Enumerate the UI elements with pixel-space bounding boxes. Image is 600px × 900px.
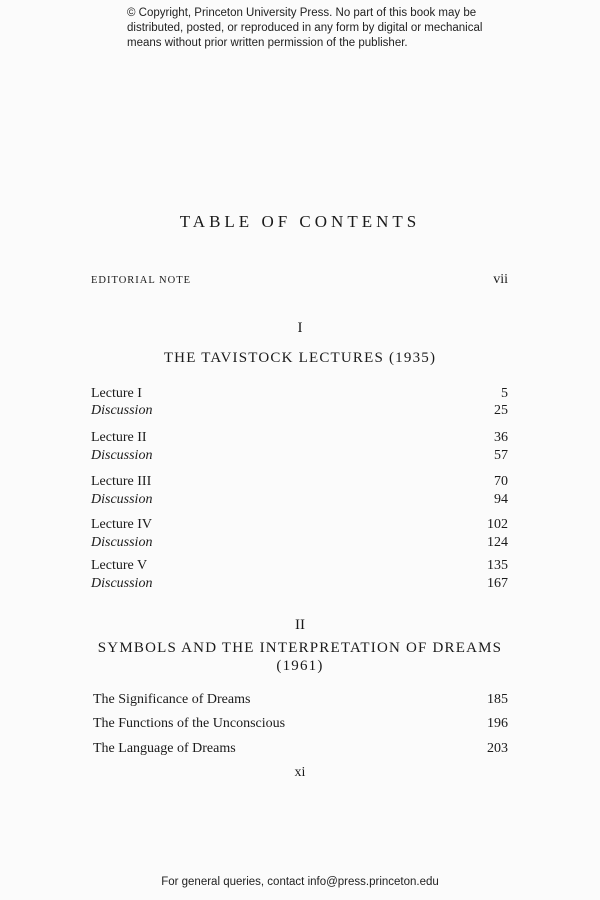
toc-entry-editorial-note xyxy=(91,272,508,288)
toc-entry xyxy=(93,692,508,708)
copyright-notice xyxy=(127,6,482,51)
part-title: SYMBOLS AND THE INTERPRETATION OF DREAMS xyxy=(97,640,503,656)
entry-page: 25 xyxy=(494,403,508,418)
entry-label: Discussion xyxy=(91,448,153,463)
copyright-line: means without prior written permission of the publisher. xyxy=(127,37,408,49)
entry-label: Lecture III xyxy=(91,474,152,489)
entry-label: Discussion xyxy=(91,535,153,550)
page-number: xi xyxy=(294,765,306,780)
entry-page: 196 xyxy=(487,716,508,731)
copyright-line: distributed, posted, or reproduced in any form by digital or mechanical xyxy=(127,22,483,34)
toc-entry xyxy=(91,576,508,592)
entry-page: 203 xyxy=(487,741,508,756)
entry-page: vii xyxy=(493,272,508,287)
toc-entry xyxy=(93,741,508,757)
toc-entry xyxy=(93,716,508,732)
toc-entry xyxy=(91,448,508,464)
entry-label: Lecture V xyxy=(91,558,148,573)
entry-page: 124 xyxy=(487,535,508,550)
entry-label: Discussion xyxy=(91,492,153,507)
toc-entry xyxy=(91,474,508,490)
entry-page: 135 xyxy=(487,558,508,573)
toc-entry xyxy=(91,403,508,419)
part-numeral: I xyxy=(297,320,303,336)
entry-page: 36 xyxy=(494,430,508,445)
toc-entry xyxy=(91,558,508,574)
entry-page: 185 xyxy=(487,692,508,707)
entry-label: The Functions of the Unconscious xyxy=(93,716,286,731)
entry-label: Lecture II xyxy=(91,430,147,445)
toc-entry xyxy=(91,386,508,402)
page-title: TABLE OF CONTENTS xyxy=(179,212,421,231)
entry-label: Lecture IV xyxy=(91,517,153,532)
entry-page: 70 xyxy=(494,474,508,489)
entry-page: 94 xyxy=(494,492,508,507)
entry-label: Discussion xyxy=(91,403,153,418)
copyright-line: © Copyright, Princeton University Press. No part of this book may be xyxy=(127,7,477,19)
part-year: (1961) xyxy=(276,658,324,674)
entry-label: The Language of Dreams xyxy=(93,741,236,756)
entry-page: 5 xyxy=(501,386,508,401)
entry-page: 102 xyxy=(487,517,508,532)
part-numeral: II xyxy=(295,617,305,633)
entry-page: 167 xyxy=(487,576,508,591)
toc-entry xyxy=(91,517,508,533)
entry-label: EDITORIAL NOTE xyxy=(91,275,192,286)
entry-page: 57 xyxy=(494,448,508,463)
toc-entry xyxy=(91,430,508,446)
part-title: THE TAVISTOCK LECTURES (1935) xyxy=(163,350,437,366)
entry-label: Discussion xyxy=(91,576,153,591)
entry-label: The Significance of Dreams xyxy=(93,692,251,707)
toc-entry xyxy=(91,492,508,508)
toc-entry xyxy=(91,535,508,551)
entry-label: Lecture I xyxy=(91,386,142,401)
footer-contact: For general queries, contact info@press.princeton.edu xyxy=(161,876,439,888)
